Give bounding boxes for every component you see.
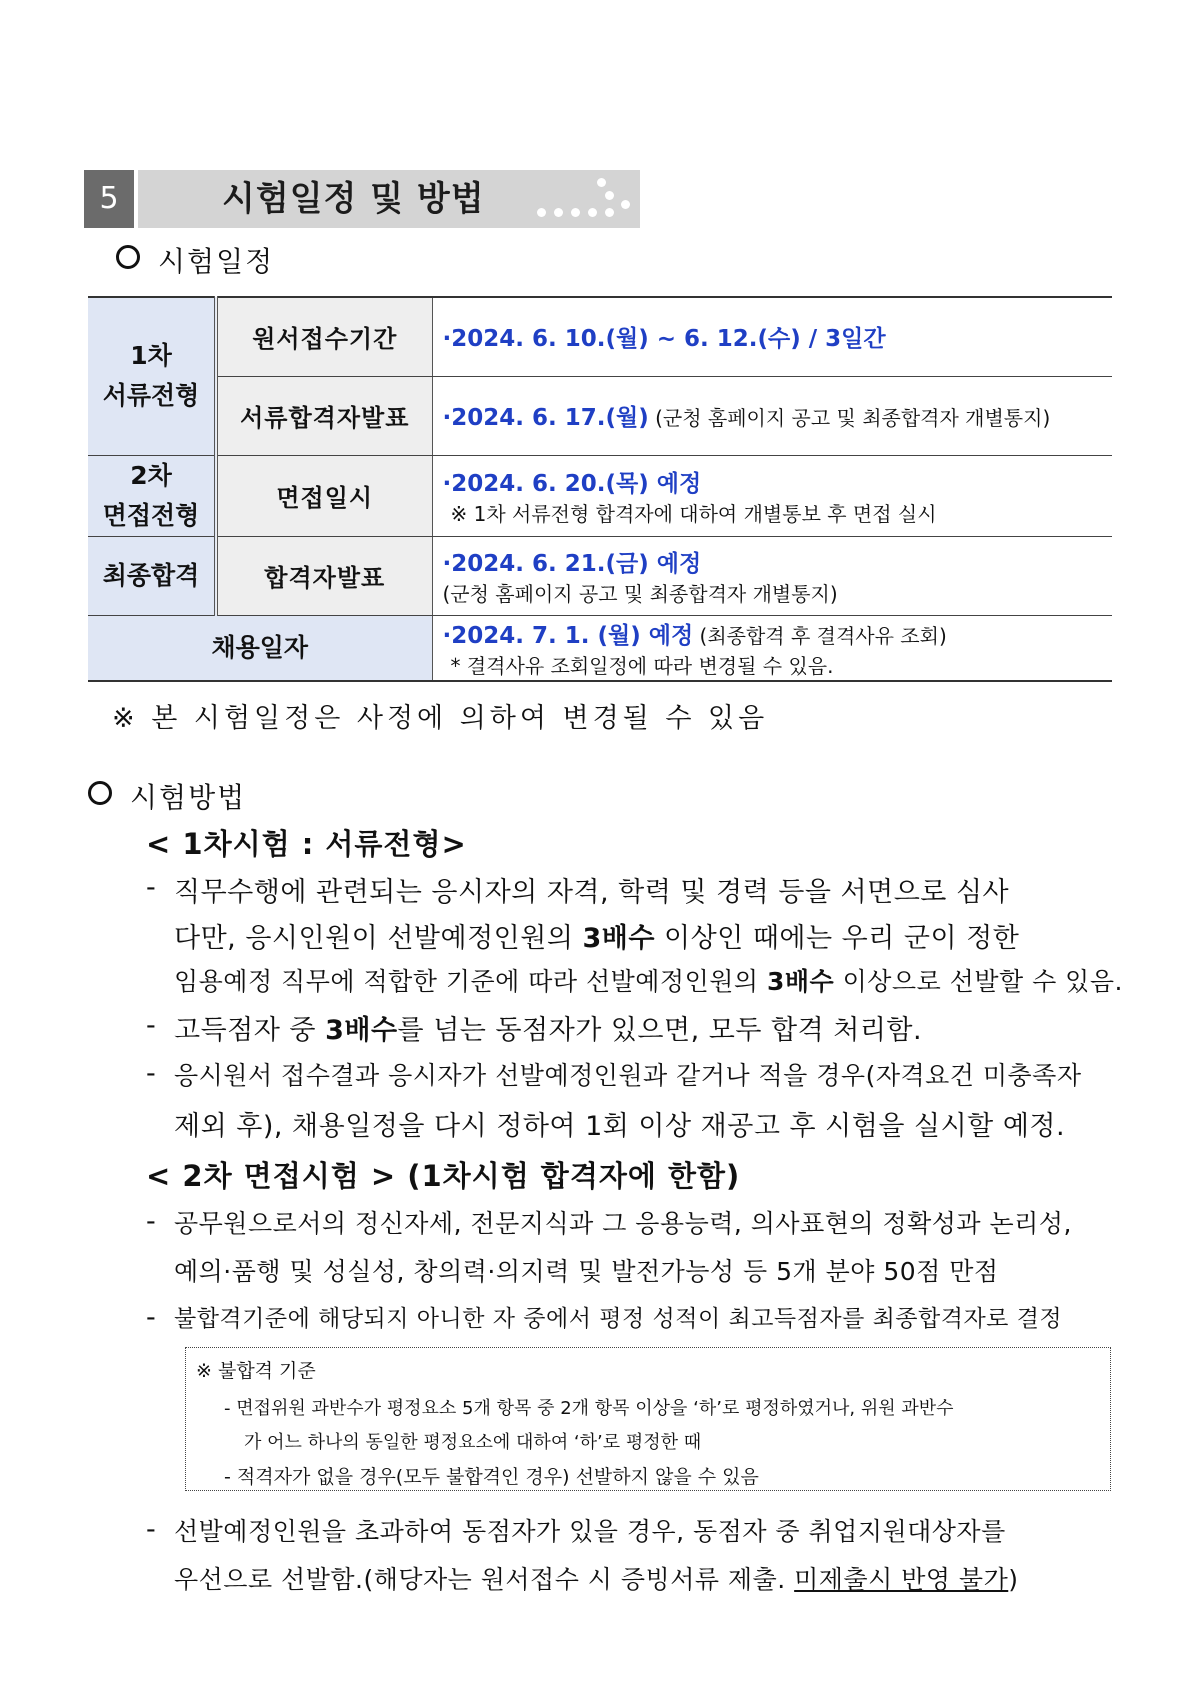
box-line1: - 면접위원 과반수가 평정요소 5개 항목 중 2개 항목 이상을 ‘하’로 평정하였거나, 위원 과반수 bbox=[224, 1398, 954, 1419]
section-number: 5 bbox=[84, 170, 134, 228]
dash-bullet: - bbox=[146, 1514, 156, 1545]
table-row bbox=[88, 615, 1112, 681]
box-line3: - 적격자가 없을 경우(모두 불합격인 경우) 선발하지 않을 수 있음 bbox=[224, 1466, 759, 1488]
category-final: 최종합격 bbox=[88, 536, 216, 615]
method-heading bbox=[88, 776, 246, 816]
table-row bbox=[88, 536, 1112, 615]
category-stage2: 2차 면접전형 bbox=[88, 455, 216, 536]
dash-bullet: - bbox=[146, 1010, 156, 1041]
value-document-result: ·2024. 6. 17.(월) (군청 홈페이지 공고 및 최종합격자 개별통지) bbox=[432, 376, 1112, 455]
stage1-bullet3-line1: 응시원서 접수결과 응시자가 선발예정인원과 같거나 적을 경우(자격요건 미충족자 bbox=[174, 1061, 1082, 1090]
circle-bullet-icon bbox=[88, 781, 112, 805]
stage2-title: < 2차 면접시험 > (1차시험 합격자에 한함) bbox=[146, 1159, 741, 1193]
stage2-bullet3-line2: 우선으로 선발함.(해당자는 원서접수 시 증빙서류 제출. 미제출시 반영 불가) bbox=[174, 1565, 1019, 1594]
category-stage1: 1차 서류전형 bbox=[88, 297, 216, 455]
value-interview-date: ·2024. 6. 20.(목) 예정 ※ 1차 서류전형 합격자에 대하여 개별통보 후 면접 실시 bbox=[432, 455, 1112, 536]
stage1-bullet2: 고득점자 중 3배수를 넘는 동점자가 있으면, 모두 합격 처리함. bbox=[174, 1015, 923, 1046]
item-application-period: 원서접수기간 bbox=[216, 297, 432, 376]
table-row bbox=[88, 376, 1112, 455]
section-title-bar bbox=[138, 170, 640, 228]
table-row bbox=[88, 455, 1112, 536]
item-interview-date: 면접일시 bbox=[216, 455, 432, 536]
item-document-result: 서류합격자발표 bbox=[216, 376, 432, 455]
stage2-bullet1-line1: 공무원으로서의 정신자세, 전문지식과 그 응용능력, 의사표현의 정확성과 논리성, bbox=[174, 1209, 1072, 1238]
stage1-bullet1-line3: 임용예정 직무에 적합한 기준에 따라 선발예정인원의 3배수 이상으로 선발할 수 있음. bbox=[174, 967, 1123, 996]
value-hire-date: ·2024. 7. 1. (월) 예정 (최종합격 후 결격사유 조회) * 결격사유 조회일정에 따라 변경될 수 있음. bbox=[432, 615, 1112, 681]
section-header bbox=[84, 170, 640, 228]
stage2-bullet2: 불합격기준에 해당되지 아니한 자 중에서 평정 성적이 최고득점자를 최종합격자로 결정 bbox=[174, 1306, 1063, 1332]
schedule-heading-text: 시험일정 bbox=[158, 245, 275, 278]
disqualification-criteria-box bbox=[185, 1347, 1111, 1491]
dash-bullet: - bbox=[146, 1058, 156, 1089]
decorative-dots-icon bbox=[537, 178, 632, 222]
dash-bullet: - bbox=[146, 1302, 156, 1333]
schedule-heading bbox=[116, 240, 274, 280]
value-final-announcement: ·2024. 6. 21.(금) 예정 (군청 홈페이지 공고 및 최종합격자 개별통지) bbox=[432, 536, 1112, 615]
item-final-announcement: 합격자발표 bbox=[216, 536, 432, 615]
dash-bullet: - bbox=[146, 1206, 156, 1237]
table-row bbox=[88, 297, 1112, 376]
category-hire-date: 채용일자 bbox=[88, 615, 432, 681]
value-application-period: ·2024. 6. 10.(월) ~ 6. 12.(수) / 3일간 bbox=[432, 297, 1112, 376]
stage2-bullet3-line1: 선발예정인원을 초과하여 동점자가 있을 경우, 동점자 중 취업지원대상자를 bbox=[174, 1517, 1006, 1546]
method-heading-text: 시험방법 bbox=[130, 781, 247, 814]
schedule-footnote: ※ 본 시험일정은 사정에 의하여 변경될 수 있음 bbox=[112, 703, 769, 734]
stage1-bullet1-line2: 다만, 응시인원이 선발예정인원의 3배수 이상인 때에는 우리 군이 정한 bbox=[174, 923, 1020, 954]
dash-bullet: - bbox=[146, 872, 156, 903]
stage1-bullet1-line1: 직무수행에 관련되는 응시자의 자격, 학력 및 경력 등을 서면으로 심사 bbox=[174, 877, 1010, 908]
box-line2: 가 어느 하나의 동일한 평정요소에 대하여 ‘하’로 평정한 때 bbox=[244, 1432, 702, 1453]
section-title: 시험일정 및 방법 bbox=[222, 179, 485, 219]
stage2-bullet1-line2: 예의·품행 및 성실성, 창의력·의지력 및 발전가능성 등 5개 분야 50점 만점 bbox=[174, 1257, 999, 1286]
circle-bullet-icon bbox=[116, 245, 140, 269]
schedule-table bbox=[88, 296, 1112, 682]
stage1-bullet3-line2: 제외 후), 채용일정을 다시 정하여 1회 이상 재공고 후 시험을 실시할 예정. bbox=[174, 1111, 1066, 1142]
stage1-title: < 1차시험 : 서류전형> bbox=[146, 827, 467, 861]
box-title: ※ 불합격 기준 bbox=[196, 1360, 316, 1382]
